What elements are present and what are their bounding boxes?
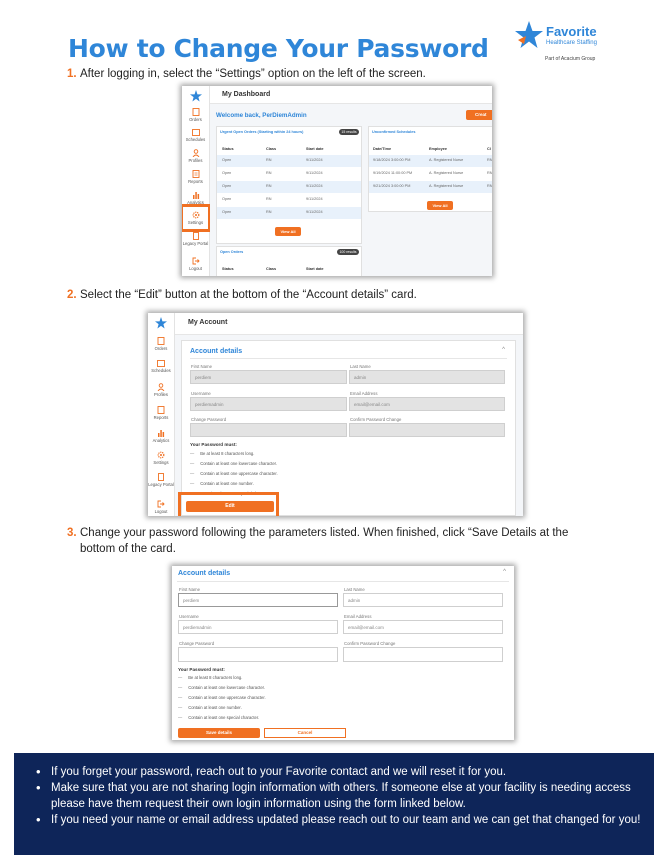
logout-icon — [192, 257, 200, 265]
step-1 — [67, 66, 426, 82]
orders-icon — [157, 337, 165, 345]
sidebar — [148, 313, 175, 516]
view-all-button[interactable]: View All — [275, 227, 301, 236]
step-text: Select the “Edit” button at the bottom of the “Account details” card. — [80, 289, 417, 301]
username-field[interactable]: perdiemadmin — [178, 620, 338, 634]
password-rule: — Contain at least one special character. — [190, 491, 271, 496]
email-field[interactable]: email@email.com — [349, 397, 505, 411]
favorite-logo — [514, 18, 634, 68]
email-label: Email Address — [350, 391, 378, 396]
email-label: Email Address — [344, 614, 372, 619]
password-rule: — Contain at least one uppercase character. — [190, 471, 278, 476]
first-name-field[interactable]: perdiem — [190, 370, 347, 384]
table-row[interactable]: 9/18/2024 3:00:00 PM A. Registered Nurse RN — [369, 155, 492, 167]
table-row[interactable]: Open RN 9/11/2024 — [217, 155, 361, 167]
sidebar-item-logout[interactable]: Logout — [148, 500, 174, 514]
sidebar-item-orders[interactable]: Orders — [182, 108, 209, 122]
table-row[interactable]: Open RN 9/11/2024 — [217, 168, 361, 180]
account-screenshot — [148, 313, 523, 516]
open-orders-card — [216, 246, 362, 276]
sidebar-item-reports[interactable]: Reports — [182, 170, 209, 184]
user-icon — [157, 383, 165, 391]
confirm-password-label: Confirm Password Change — [344, 641, 396, 646]
unconfirmed-title: Unconfirmed Schedules — [372, 130, 416, 134]
footer-notes — [14, 753, 654, 855]
password-rule: — Contain at least one lowercase character. — [190, 461, 277, 466]
table-row[interactable]: Open RN 9/11/2024 — [217, 207, 361, 219]
star-logo-icon — [155, 317, 167, 329]
open-orders-title: Open Orders — [220, 250, 244, 254]
table-row[interactable]: 9/21/2024 3:00:00 PM A. Registered Nurse RN — [369, 181, 492, 193]
sidebar — [182, 86, 210, 276]
confirm-password-field[interactable] — [343, 647, 503, 662]
sidebar-item-reports[interactable]: Reports — [148, 406, 174, 420]
sidebar-item-settings[interactable]: Settings — [182, 211, 209, 225]
reports-icon — [192, 170, 200, 178]
sidebar-item-profiles[interactable]: Profiles — [182, 149, 209, 163]
results-badge: 15 results — [339, 129, 359, 135]
step-number: 1. — [67, 68, 77, 80]
change-password-label: Change Password — [179, 641, 215, 646]
divider — [190, 358, 507, 359]
calendar-icon — [192, 128, 200, 136]
logout-icon — [157, 500, 165, 508]
first-name-label: First Name — [179, 587, 201, 592]
step-number: 2. — [67, 289, 77, 301]
page-title: How to Change Your Password — [68, 34, 489, 63]
reports-icon — [157, 406, 165, 414]
sidebar-item-analytics[interactable]: Analytics — [182, 191, 209, 205]
last-name-label: Last Name — [344, 587, 365, 592]
account-details-title: Account details — [178, 570, 231, 577]
star-logo-icon — [190, 90, 202, 102]
username-label: Username — [191, 391, 211, 396]
table-row[interactable]: 9/19/2024 11:00:00 PM A. Registered Nurse RN — [369, 168, 492, 180]
first-name-label: First Name — [191, 364, 213, 369]
results-badge: 100 results — [337, 249, 359, 255]
table-row[interactable]: Open RN 9/11/2024 — [217, 194, 361, 206]
footer-bullet: • If you forget your password, reach out to your Favorite contact and we will reset it for you. — [36, 764, 642, 780]
footer-bullet: • Make sure that you are not sharing login information with others. If someone else at your facility is needing access please have them request their own login information using the form linked below. — [36, 780, 642, 812]
logo-group: Part of Acacium Group — [545, 56, 596, 62]
logo-subtitle: Healthcare Staffing — [546, 40, 597, 46]
edit-button[interactable]: Edit — [186, 501, 274, 512]
table-row[interactable]: Open RN 9/11/2024 — [217, 181, 361, 193]
sidebar-item-legacy-portal[interactable]: Legacy Portal — [148, 473, 174, 487]
edit-highlight — [178, 492, 279, 516]
last-name-label: Last Name — [350, 364, 371, 369]
last-name-field[interactable]: admin — [343, 593, 503, 607]
dashboard-screenshot — [182, 86, 492, 276]
email-field[interactable]: email@email.com — [343, 620, 503, 634]
bar-chart-icon — [157, 429, 165, 437]
table-header: Status Class Start date — [222, 267, 324, 271]
step-2 — [67, 287, 417, 303]
sidebar-item-schedules[interactable]: Schedules — [182, 128, 209, 142]
orders-icon — [192, 108, 200, 116]
change-password-field[interactable] — [190, 423, 347, 437]
document-icon — [157, 473, 165, 481]
password-rule: — Contain at least one number. — [190, 481, 254, 486]
calendar-icon — [157, 359, 165, 367]
password-rule: — Contain at least one number. — [178, 705, 242, 710]
star-icon — [514, 20, 544, 50]
last-name-field[interactable]: admin — [349, 370, 505, 384]
change-password-field[interactable] — [178, 647, 338, 662]
sidebar-item-settings[interactable]: Settings — [148, 451, 174, 465]
view-all-button[interactable]: View All — [427, 201, 453, 210]
step-number: 3. — [67, 527, 77, 539]
confirm-password-field[interactable] — [349, 423, 505, 437]
dashboard-header — [210, 86, 492, 104]
create-button[interactable]: Creat — [466, 110, 492, 120]
sidebar-item-orders[interactable]: Orders — [148, 337, 174, 351]
chevron-up-icon[interactable]: ^ — [503, 569, 506, 575]
cancel-button[interactable]: Cancel — [264, 728, 346, 738]
change-password-label: Change Password — [191, 417, 227, 422]
user-icon — [192, 149, 200, 157]
step-text: After logging in, select the “Settings” option on the left of the screen. — [80, 68, 426, 80]
chevron-up-icon[interactable]: ^ — [502, 347, 505, 353]
gear-icon — [157, 451, 165, 459]
account-details-card — [181, 340, 516, 516]
step-text: Change your password following the parameters listed. When finished, click “Save Details at the bottom of the card. — [80, 527, 569, 555]
username-field[interactable]: perdiemadmin — [190, 397, 347, 411]
sidebar-item-profiles[interactable]: Profiles — [148, 383, 174, 397]
dashboard-title: My Dashboard — [222, 91, 271, 98]
password-rules-title: Your Password must: — [178, 667, 225, 672]
account-edit-screenshot — [172, 566, 514, 740]
password-rule: — Contain at least one lowercase character. — [178, 685, 265, 690]
urgent-orders-title: Urgent Open Orders (Starting within 24 hours) — [220, 130, 304, 134]
logo-name: Favorite — [546, 24, 597, 39]
urgent-orders-card — [216, 126, 362, 244]
account-title: My Account — [188, 319, 228, 326]
sidebar-item-analytics[interactable]: Analytics — [148, 429, 174, 443]
table-header: Date/Time Employee Cl — [373, 147, 491, 151]
sidebar-item-legacy-portal[interactable]: Legacy Portal — [182, 232, 209, 246]
step-3 — [67, 525, 607, 557]
password-rule: — Be at least 8 characters long. — [178, 675, 242, 680]
footer-bullet: • If you need your name or email address updated please reach out to our team and we can get that changed for you! — [36, 812, 642, 828]
password-rule: — Be at least 8 characters long. — [190, 451, 254, 456]
divider — [177, 581, 509, 582]
first-name-field[interactable]: perdiem — [178, 593, 338, 607]
sidebar-item-logout[interactable]: Logout — [182, 257, 209, 271]
confirm-password-label: Confirm Password Change — [350, 417, 402, 422]
bar-chart-icon — [192, 191, 200, 199]
password-rule: — Contain at least one uppercase character. — [178, 695, 266, 700]
username-label: Username — [179, 614, 199, 619]
settings-highlight — [182, 204, 211, 232]
unconfirmed-schedules-card — [368, 126, 492, 212]
welcome-message: Welcome back, PerDiemAdmin — [216, 112, 307, 119]
save-details-button[interactable]: Save details — [178, 728, 260, 738]
table-header: Status Class Start date — [222, 147, 324, 151]
password-rule: — Contain at least one special character. — [178, 715, 259, 720]
account-details-title: Account details — [190, 348, 243, 355]
account-header — [175, 313, 523, 335]
sidebar-item-schedules[interactable]: Schedules — [148, 359, 174, 373]
password-rules-title: Your Password must: — [190, 442, 237, 447]
document-icon — [192, 232, 200, 240]
